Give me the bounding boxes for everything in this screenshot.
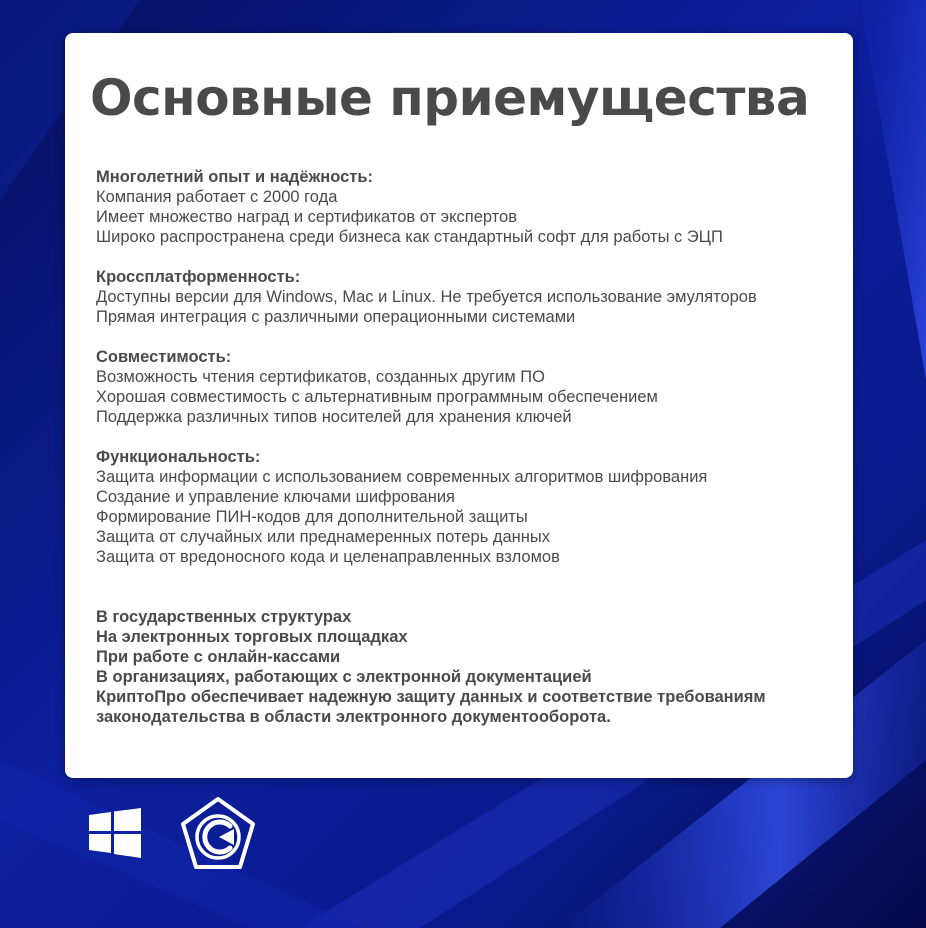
section-experience xyxy=(96,167,836,247)
section-line: Хорошая совместимость с альтернативным программным обеспечением xyxy=(96,388,658,406)
usage-item: В государственных структурах xyxy=(96,608,352,626)
section-line: Доступны версии для Windows, Mac и Linux. Не требуется использование эмуляторов xyxy=(96,288,757,306)
section-line: Прямая интеграция с различными операционными системами xyxy=(96,308,576,326)
section-line: Имеет множество наград и сертификатов от экспертов xyxy=(96,208,517,226)
section-heading: Многолетний опыт и надёжность: xyxy=(96,168,373,186)
usage-item: При работе с онлайн-кассами xyxy=(96,648,341,666)
advantages-content xyxy=(96,167,836,727)
section-compatibility xyxy=(96,347,836,427)
section-line: Возможность чтения сертификатов, созданных другим ПО xyxy=(96,368,545,386)
cryptopro-logo-icon xyxy=(179,796,257,870)
page-title: Основные приемущества xyxy=(90,69,810,127)
section-crossplatform xyxy=(96,267,836,327)
section-line: Широко распространена среди бизнеса как стандартный софт для работы с ЭЦП xyxy=(96,228,723,246)
windows-logo-icon xyxy=(89,808,141,858)
usage-item: На электронных торговых площадках xyxy=(96,628,408,646)
section-line: Защита от случайных или преднамеренных потерь данных xyxy=(96,528,551,546)
section-line: Создание и управление ключами шифрования xyxy=(96,488,455,506)
usage-summary: КриптоПро обеспечивает надежную защиту данных и соответствие требованиям законодательства в области электронного документооборота. xyxy=(96,688,766,726)
advantages-card xyxy=(65,33,853,778)
usage-list xyxy=(96,607,836,727)
section-line: Защита от вредоносного кода и целенаправленных взломов xyxy=(96,548,560,566)
section-heading: Совместимость: xyxy=(96,348,232,366)
section-heading: Кроссплатформенность: xyxy=(96,268,301,286)
section-functionality xyxy=(96,447,836,567)
section-line: Поддержка различных типов носителей для хранения ключей xyxy=(96,408,572,426)
section-line: Компания работает с 2000 года xyxy=(96,188,338,206)
section-line: Формирование ПИН-кодов для дополнительной защиты xyxy=(96,508,528,526)
section-heading: Функциональность: xyxy=(96,448,261,466)
usage-item: В организациях, работающих с электронной документацией xyxy=(96,668,592,686)
section-line: Защита информации с использованием современных алгоритмов шифрования xyxy=(96,468,708,486)
